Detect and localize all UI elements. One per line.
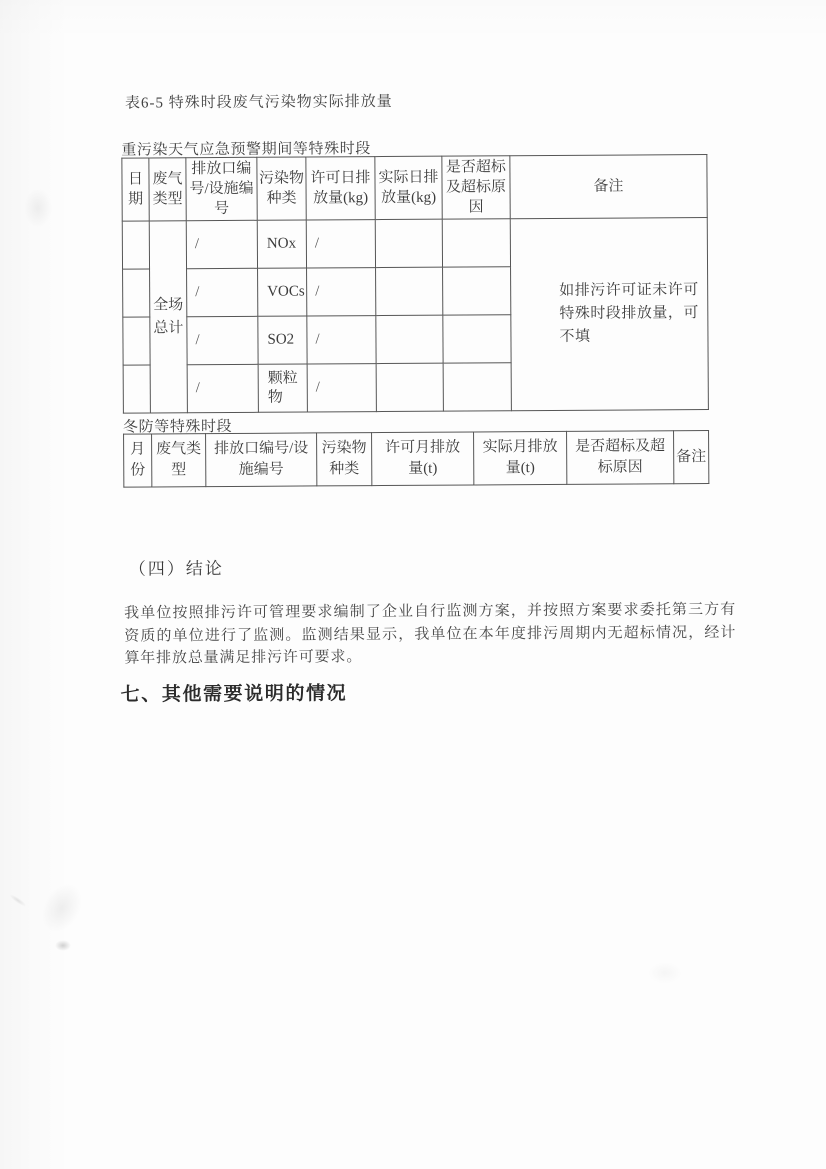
column-header-gas-type: 废气类型 bbox=[152, 434, 206, 487]
section-7-heading: 七、其他需要说明的情况 bbox=[120, 683, 348, 706]
column-header-permitted-monthly: 许可月排放量(t) bbox=[372, 432, 474, 486]
column-header-outlet-no: 排放口编号/设施编号 bbox=[186, 157, 257, 220]
table-row bbox=[122, 218, 707, 270]
outlet-no-cell: / bbox=[187, 316, 258, 364]
column-header-exceedance: 是否超标及超标原因 bbox=[442, 156, 510, 219]
column-header-month: 月份 bbox=[124, 434, 152, 487]
table-header-row bbox=[124, 431, 709, 488]
column-header-remark: 备注 bbox=[510, 155, 707, 219]
column-header-exceedance: 是否超标及超标原因 bbox=[567, 431, 674, 485]
section-label-winter-period: 冬防等特殊时段 bbox=[122, 418, 233, 436]
column-header-permitted-daily: 许可日排放量(kg) bbox=[306, 157, 375, 220]
date-cell bbox=[123, 269, 150, 317]
remark-cell bbox=[510, 218, 708, 411]
exceedance-cell bbox=[443, 315, 511, 363]
pollutant-cell: 颗粒物 bbox=[258, 364, 307, 412]
table-header-row bbox=[122, 155, 707, 222]
outlet-no-cell: / bbox=[186, 220, 257, 268]
column-header-actual-monthly: 实际月排放量(t) bbox=[474, 431, 567, 485]
gas-type-group-cell: 全场总计 bbox=[149, 221, 187, 413]
remark-text: 如排污许可证未许可特殊时段排放量，可不填 bbox=[559, 282, 699, 345]
column-header-actual-daily: 实际日排放量(kg) bbox=[375, 156, 442, 219]
column-header-date: 日期 bbox=[122, 158, 149, 221]
pollutant-cell: SO2 bbox=[258, 316, 307, 364]
table-caption: 表6-5 特殊时段废气污染物实际排放量 bbox=[124, 93, 393, 112]
permitted-daily-cell: / bbox=[306, 220, 375, 268]
exceedance-cell bbox=[443, 267, 511, 315]
date-cell bbox=[123, 365, 150, 413]
outlet-no-cell: / bbox=[187, 364, 258, 412]
actual-daily-cell bbox=[376, 267, 443, 315]
actual-daily-cell bbox=[375, 219, 442, 267]
pollutant-cell: NOx bbox=[257, 220, 306, 268]
daily-special-period-emissions-table bbox=[121, 154, 709, 414]
permitted-daily-cell: / bbox=[307, 268, 376, 316]
column-header-outlet-no: 排放口编号/设施编号 bbox=[206, 433, 317, 487]
actual-daily-cell bbox=[376, 315, 443, 363]
section-label-heavy-pollution-period: 重污染天气应急预警期间等特殊时段 bbox=[121, 141, 371, 159]
column-header-pollutant: 污染物种类 bbox=[257, 157, 306, 220]
exceedance-cell bbox=[443, 363, 511, 411]
pollutant-cell: VOCs bbox=[258, 268, 307, 316]
permitted-daily-cell: / bbox=[307, 316, 376, 364]
conclusion-heading: （四）结论 bbox=[128, 559, 224, 579]
date-cell bbox=[123, 317, 150, 365]
actual-daily-cell bbox=[376, 363, 443, 411]
conclusion-paragraph: 我单位按照排污许可管理要求编制了企业自行监测方案，并按照方案要求委托第三方有资质的单位进行了监测。监测结果显示，我单位在本年度排污周期内无超标情况，经计算年排放总量满足排污许可要求。 bbox=[124, 601, 737, 667]
permitted-daily-cell: / bbox=[307, 364, 376, 412]
exceedance-cell bbox=[442, 219, 510, 267]
column-header-gas-type: 废气类型 bbox=[149, 158, 186, 221]
date-cell bbox=[122, 221, 149, 269]
column-header-pollutant: 污染物种类 bbox=[317, 433, 372, 486]
outlet-no-cell: / bbox=[187, 268, 258, 316]
monthly-special-period-emissions-table bbox=[123, 430, 709, 488]
column-header-remark: 备注 bbox=[674, 431, 709, 484]
